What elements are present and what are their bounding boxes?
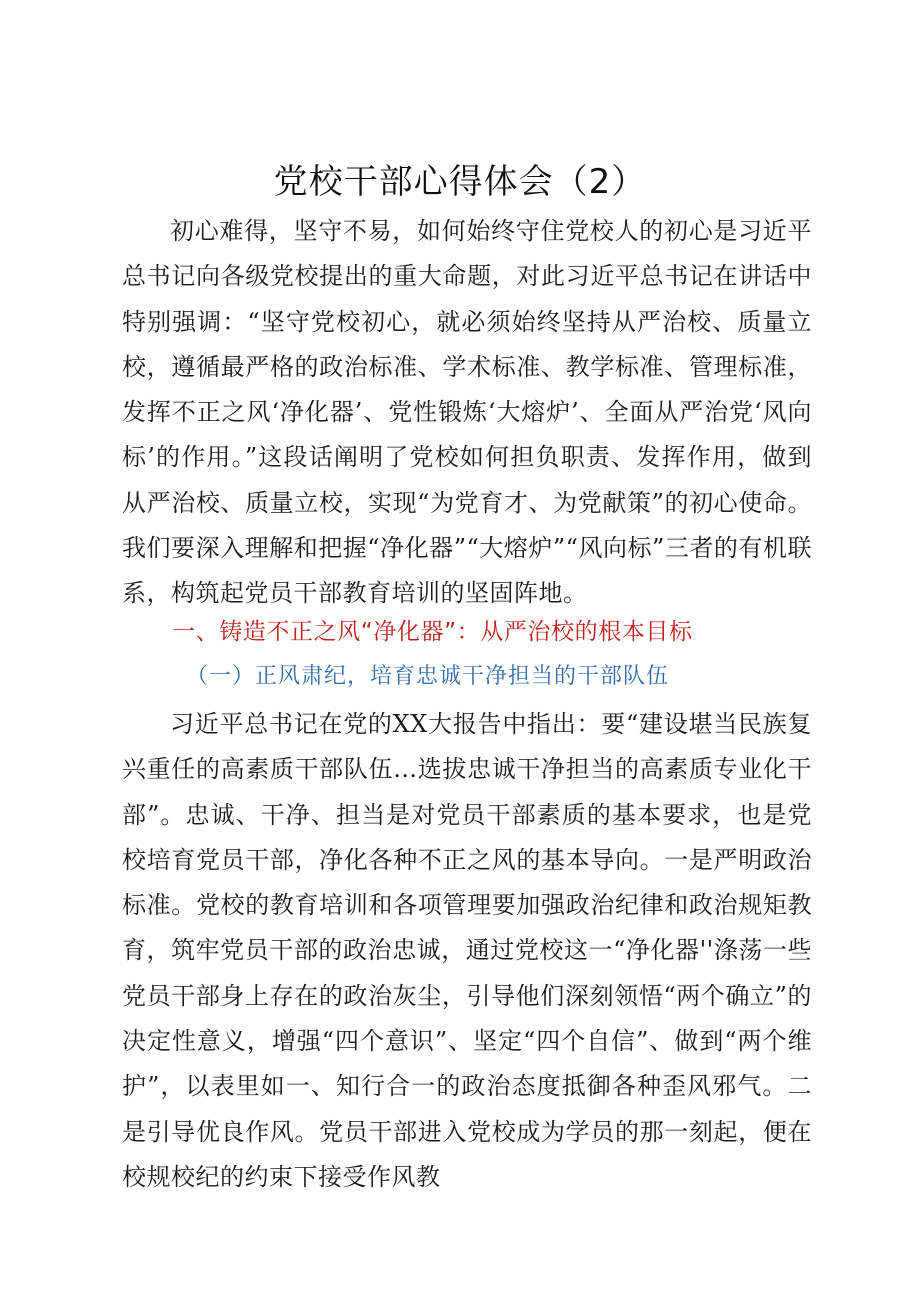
document-title: 党校干部心得体会（2） bbox=[273, 162, 647, 202]
section-heading: 一、铸造不正之风“净化器”：从严治校的根本目标 bbox=[172, 619, 693, 645]
body-paragraph: 习近平总书记在党的XX大报告中指出：要“建设堪当民族复兴重任的高素质干部队伍…选拔忠诚干净担当的高素质专业化干部”。忠诚、干净、担当是对党员干部素质的基本要求，也是党校培育党员干部，净化各种不正之风的基本导向。一是严明政治标准。党校的教育培训和各项管理要加强政治纪律和政治规矩教育，筑牢党员干部的政治忠诚，通过党校这一“净化器''涤荡一些党员干部身上存在的政治灰尘，引导他们深刻领悟“两个确立”的决定性意义，增强“四个意识”、坚定“四个自信”、做到“两个维护”，以表里如一、知行合一的政治态度抵御各种歪风邪气。二是引导优良作风。党员干部进入党校成为学员的那一刻起，便在校规校纪的约束下接受作风教 bbox=[122, 710, 812, 1191]
subsection-heading: （一）正风肃纪，培育忠诚干净担当的干部队伍 bbox=[186, 664, 670, 689]
intro-paragraph: 初心难得，坚守不易，如何始终守住党校人的初心是习近平总书记向各级党校提出的重大命题，对此习近平总书记在讲话中特别强调：“坚守党校初心，就必须始终坚持从严治校、质量立校，遵循最严格的政治标准、学术标准、教学标准、管理标准，发挥不正之风‘净化器’、党性锻炼‘大熔炉’、全面从严治党‘风向标’的作用。”这段话阐明了党校如何担负职责、发挥作用，做到从严治校、质量立校，实现“为党育才、为党献策”的初心使命。我们要深入理解和把握“净化器”“大熔炉”“风向标”三者的有机联系，构筑起党员干部教育培训的坚固阵地。 bbox=[122, 217, 812, 608]
